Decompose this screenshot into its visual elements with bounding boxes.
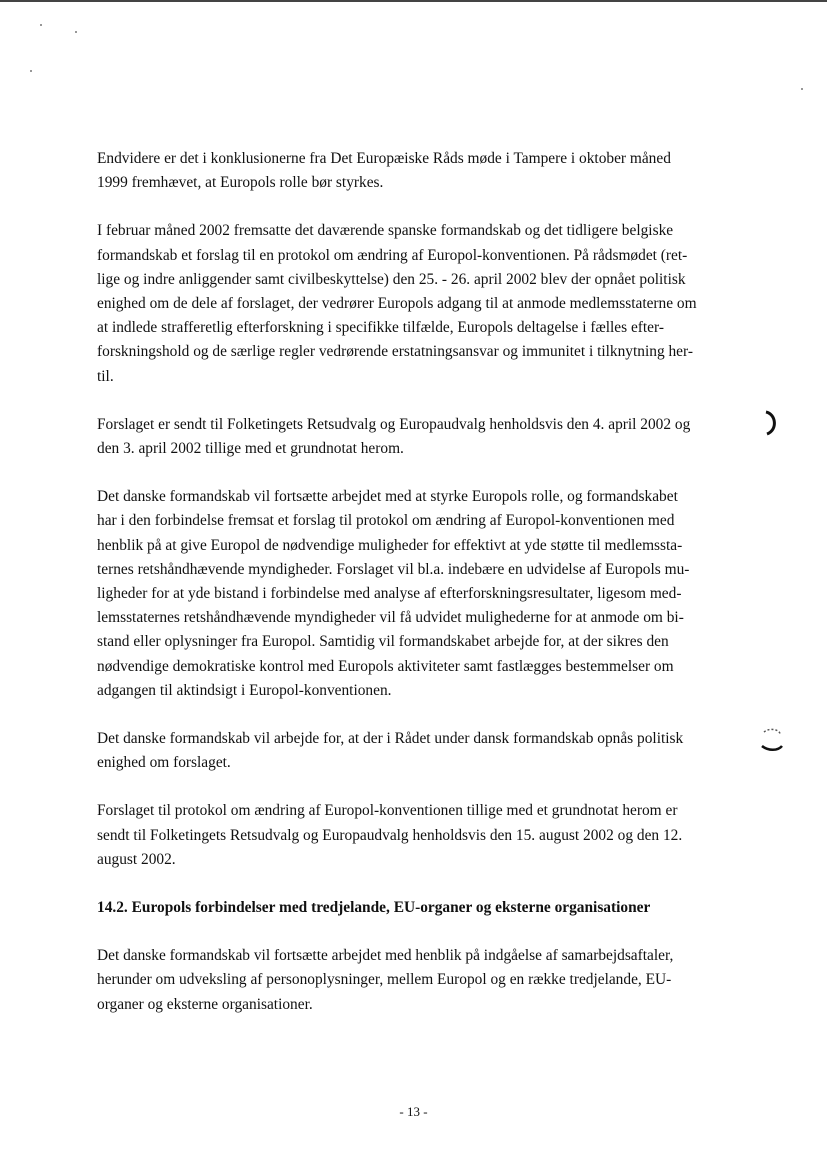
document-body xyxy=(97,147,747,1017)
text-line: Forslaget til protokol om ændring af Europol-konventionen tillige med et grundnotat herom er xyxy=(97,802,678,820)
text-line: ternes retshåndhævende myndigheder. Forslaget vil bl.a. indebære en udvidelse af Europols mu- xyxy=(97,560,690,578)
text-line: henblik på at give Europol de nødvendige muligheder for effektivt at yde støtte til medlemssta- xyxy=(97,536,683,554)
text-line: lige og indre anliggender samt civilbeskyttelse) den 25. - 26. april 2002 blev der opnået politisk xyxy=(97,270,686,288)
text-line: sendt til Folketingets Retsudvalg og Europaudvalg henholdsvis den 15. august 2002 og den 12. xyxy=(97,826,683,844)
text-line: den 3. april 2002 tillige med et grundnotat herom. xyxy=(97,440,404,458)
text-line: til. xyxy=(97,367,114,385)
text-line: 1999 fremhævet, at Europols rolle bør styrkes. xyxy=(97,174,384,192)
text-line: enighed om de dele af forslaget, der vedrører Europols adgang til at anmode medlemsstaterne om xyxy=(97,295,697,313)
text-line: I februar måned 2002 fremsatte det daværende spanske formandskab og det tidligere belgiske xyxy=(97,222,674,240)
text-line: nødvendige demokratiske kontrol med Europols aktiviteter samt fastlægges bestemmelser om xyxy=(97,657,674,675)
paragraph-7 xyxy=(97,944,747,1017)
scan-speck xyxy=(40,24,42,26)
paragraph-4 xyxy=(97,485,747,703)
text-line: har i den forbindelse fremsat et forslag til protokol om ændring af Europol-konventionen med xyxy=(97,512,675,530)
paragraph-5 xyxy=(97,727,747,775)
binder-hole-mark xyxy=(762,410,782,436)
scan-speck xyxy=(75,31,77,33)
paragraph-1 xyxy=(97,147,747,195)
scan-top-edge xyxy=(0,0,827,2)
binder-hole-mark xyxy=(758,726,784,754)
section-heading: 14.2. Europols forbindelser med tredjelande, EU-organer og eksterne organisationer xyxy=(97,899,651,917)
paragraph-6 xyxy=(97,799,747,872)
paragraph-3 xyxy=(97,413,747,461)
text-line: adgangen til aktindsigt i Europol-konventionen. xyxy=(97,681,392,699)
text-line: Endvidere er det i konklusionerne fra Det Europæiske Råds møde i Tampere i oktober måned xyxy=(97,150,671,167)
text-line: august 2002. xyxy=(97,850,176,868)
text-line: enighed om forslaget. xyxy=(97,754,231,772)
text-line: Det danske formandskab vil fortsætte arbejdet med at styrke Europols rolle, og formandskabet xyxy=(97,488,678,506)
scan-speck xyxy=(30,70,32,72)
text-line: at indlede strafferetlig efterforskning i specifikke tilfælde, Europols deltagelse i fælles efter- xyxy=(97,319,664,337)
text-line: forskningshold og de særlige regler vedrørende erstatningsansvar og immunitet i tilknytning her- xyxy=(97,343,693,361)
scan-speck xyxy=(801,88,803,90)
page-number: - 13 - xyxy=(399,1104,428,1119)
text-line: formandskab et forslag til en protokol om ændring af Europol-konventionen. På rådsmødet (ret- xyxy=(97,246,688,264)
text-line: organer og eksterne organisationer. xyxy=(97,995,313,1013)
text-line: herunder om udveksling af personoplysninger, mellem Europol og en række tredjelande, EU- xyxy=(97,971,672,989)
text-line: Forslaget er sendt til Folketingets Retsudvalg og Europaudvalg henholdsvis den 4. april 2002 og xyxy=(97,415,691,433)
text-line: Det danske formandskab vil fortsætte arbejdet med henblik på indgåelse af samarbejdsaftaler, xyxy=(97,947,674,965)
text-line: stand eller oplysninger fra Europol. Samtidig vil formandskabet arbejde for, at der sikres den xyxy=(97,633,669,651)
text-line: Det danske formandskab vil arbejde for, at der i Rådet under dansk formandskab opnås politisk xyxy=(97,730,684,748)
text-line: lemsstaternes retshåndhævende myndigheder vil få udvidet mulighederne for at anmode om bi- xyxy=(97,609,684,627)
paragraph-2 xyxy=(97,219,747,388)
text-line: ligheder for at yde bistand i forbindelse med analyse af efterforskningsresultater, ligesom med- xyxy=(97,585,682,603)
